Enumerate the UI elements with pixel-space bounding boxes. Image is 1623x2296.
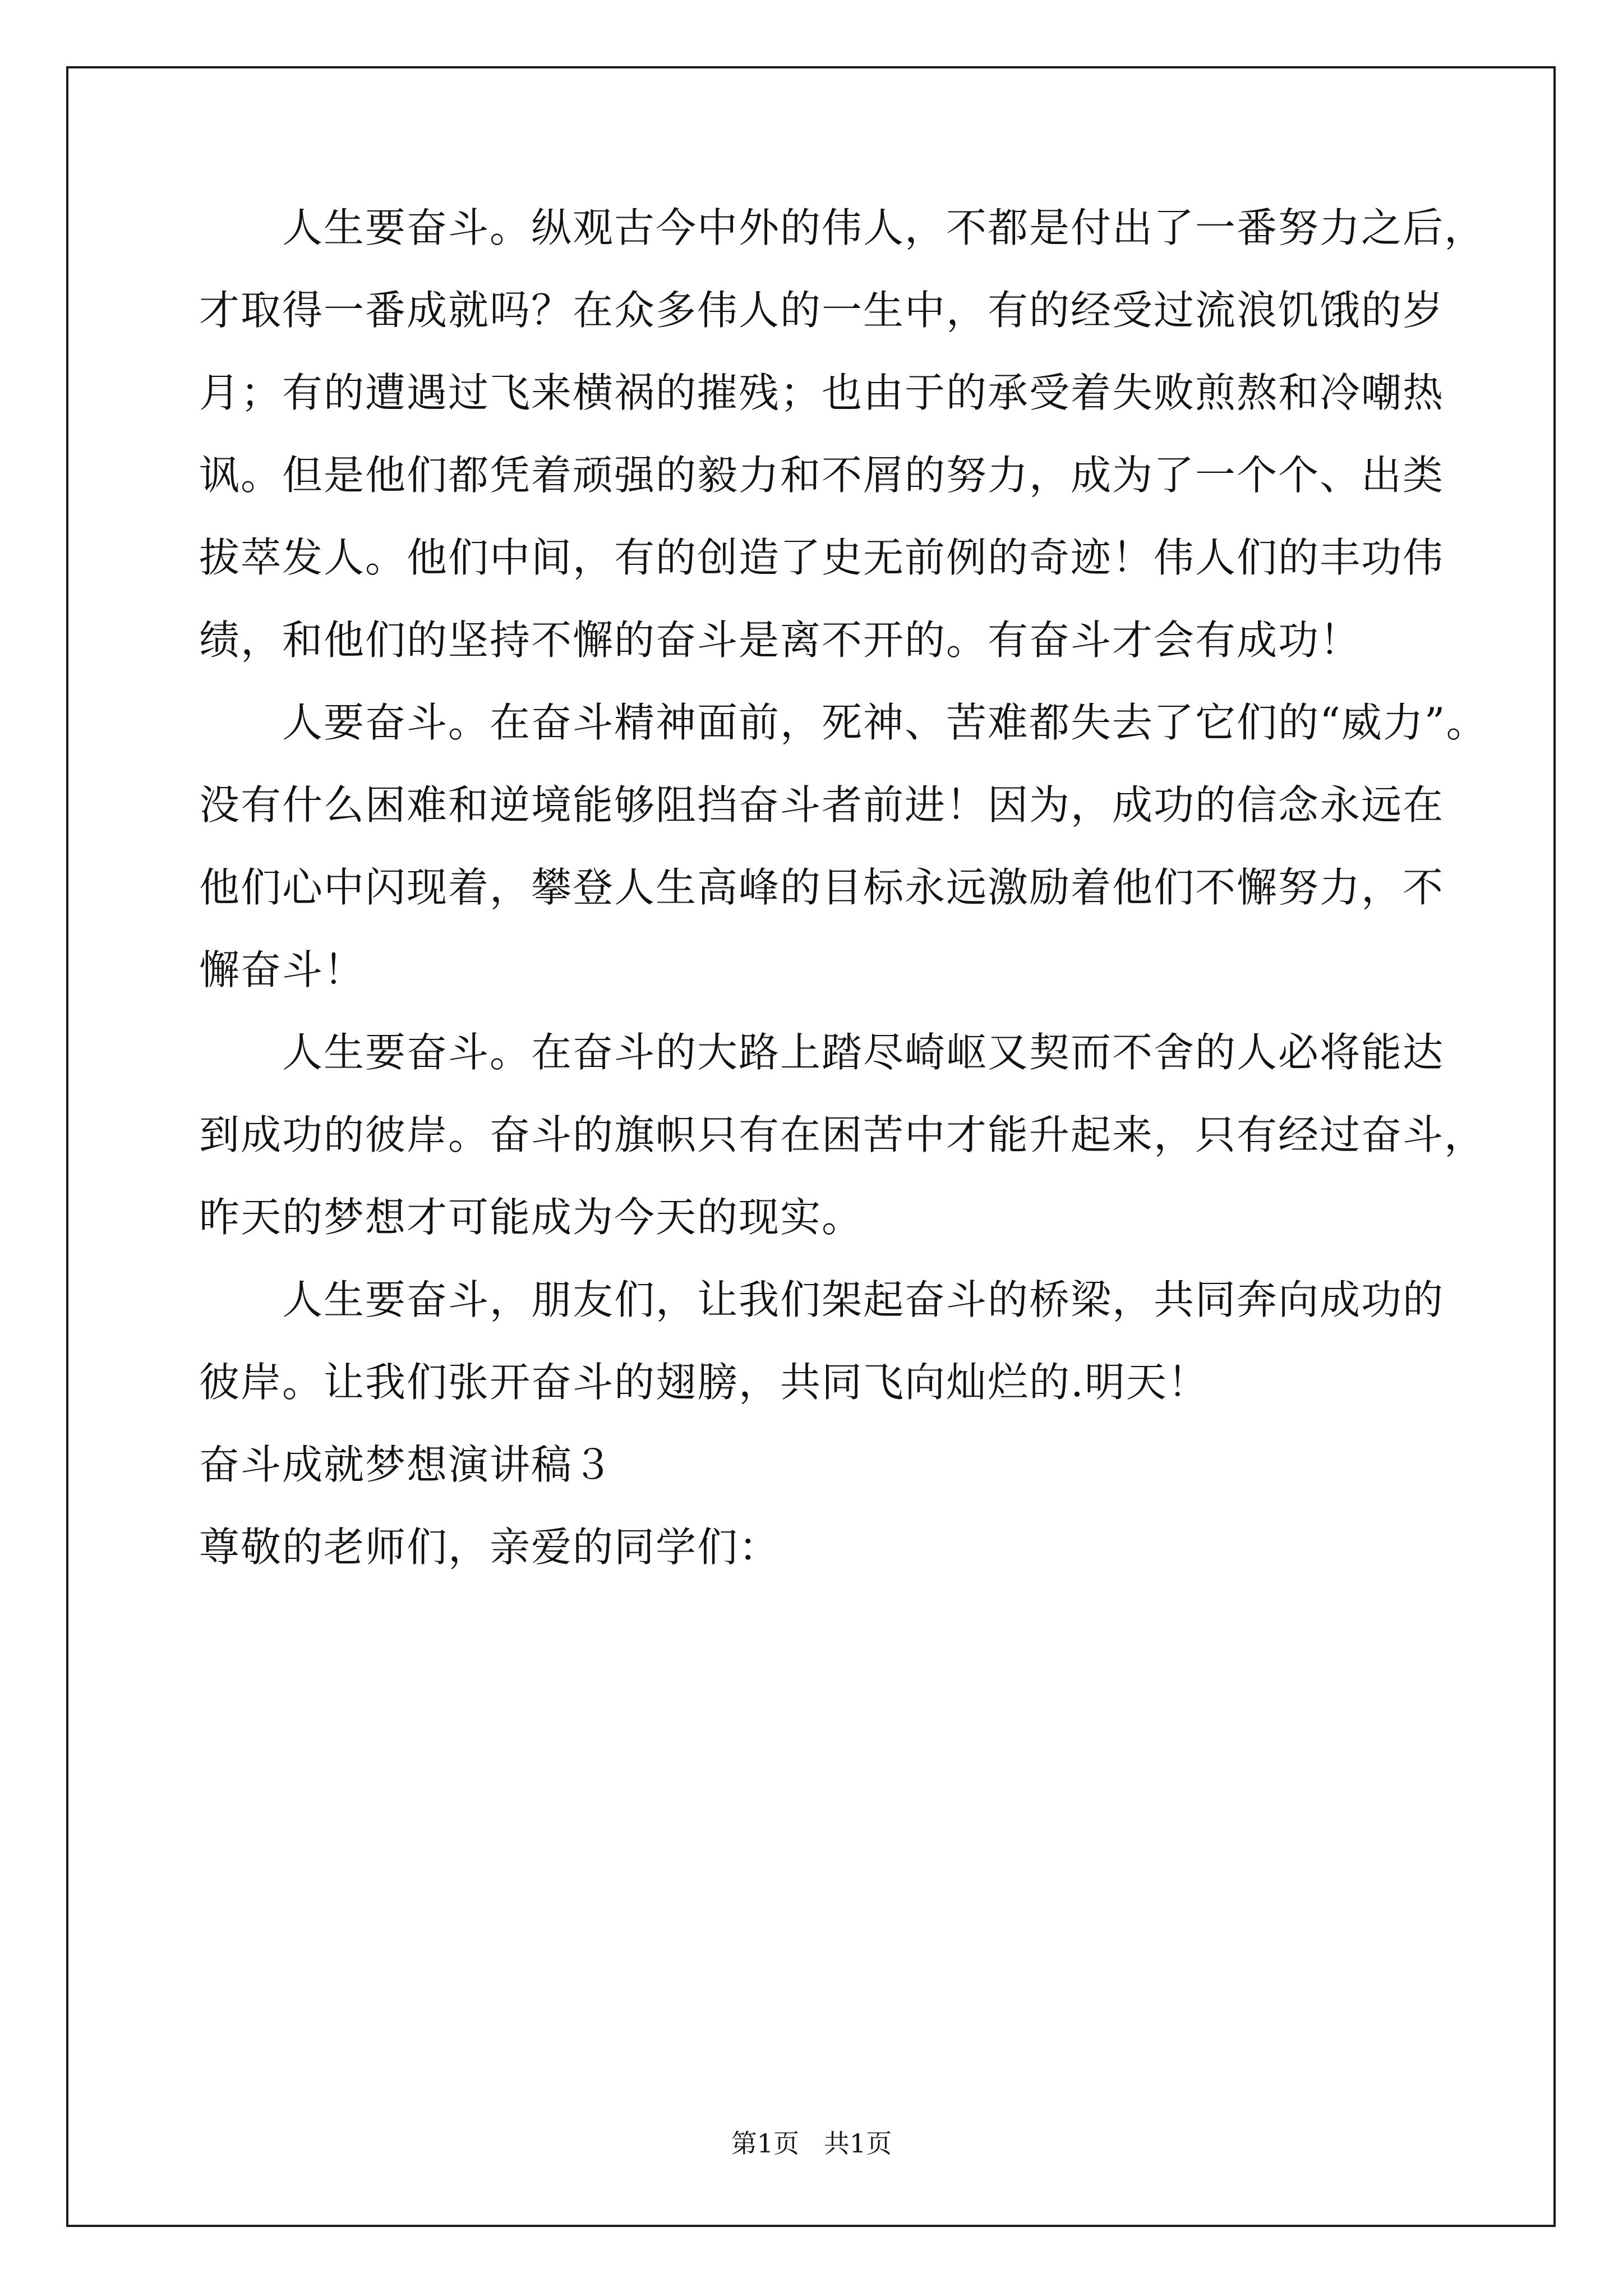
paragraph-4-line-2: 彼岸。让我们张开奋斗的翅膀，共同飞向灿烂的.明天！ [199,1359,1209,1406]
paragraph-1-line-1: 人生要奋斗。纵观古今中外的伟人，不都是付出了一番努力之后， [282,204,1486,251]
paragraph-1-line-3: 月；有的遭遇过飞来横祸的摧残；也由于的承受着失败煎熬和冷嘲热 [199,369,1445,416]
paragraph-1-line-4: 讽。但是他们都凭着顽强的毅力和不屑的努力，成为了一个个、出类 [199,452,1445,499]
paragraph-2-line-4: 懈奋斗！ [199,946,366,993]
paragraph-2-line-3: 他们心中闪现着，攀登人生高峰的目标永远激励着他们不懈努力，不 [199,864,1445,911]
page-footer [0,2128,1623,2159]
paragraph-2-line-1: 人要奋斗。在奋斗精神面前，死神、苦难都失去了它们的“威力”。 [282,699,1488,746]
salutation: 尊敬的老师们，亲爱的同学们： [199,1524,781,1571]
paragraph-1-line-6: 绩，和他们的坚持不懈的奋斗是离不开的。有奋斗才会有成功！ [199,616,1362,664]
section-heading: 奋斗成就梦想演讲稿３ [199,1441,615,1488]
paragraph-3-line-3: 昨天的梦想才可能成为今天的现实。 [199,1194,864,1241]
paragraph-4-line-1: 人生要奋斗，朋友们，让我们架起奋斗的桥梁，共同奔向成功的 [282,1276,1445,1323]
paragraph-3-line-2: 到成功的彼岸。奋斗的旗帜只有在困苦中才能升起来，只有经过奋斗， [199,1111,1486,1158]
page-number-label: 第1页 共1页 [731,2128,892,2159]
paragraph-1-line-5: 拔萃发人。他们中间，有的创造了史无前例的奇迹！伟人们的丰功伟 [199,534,1445,581]
paragraph-2-line-2: 没有什么困难和逆境能够阻挡奋斗者前进！因为，成功的信念永远在 [199,781,1445,829]
paragraph-3-line-1: 人生要奋斗。在奋斗的大路上踏尽崎岖又契而不舍的人必将能达 [282,1029,1445,1076]
paragraph-1-line-2: 才取得一番成就吗？在众多伟人的一生中，有的经受过流浪饥饿的岁 [199,287,1445,334]
